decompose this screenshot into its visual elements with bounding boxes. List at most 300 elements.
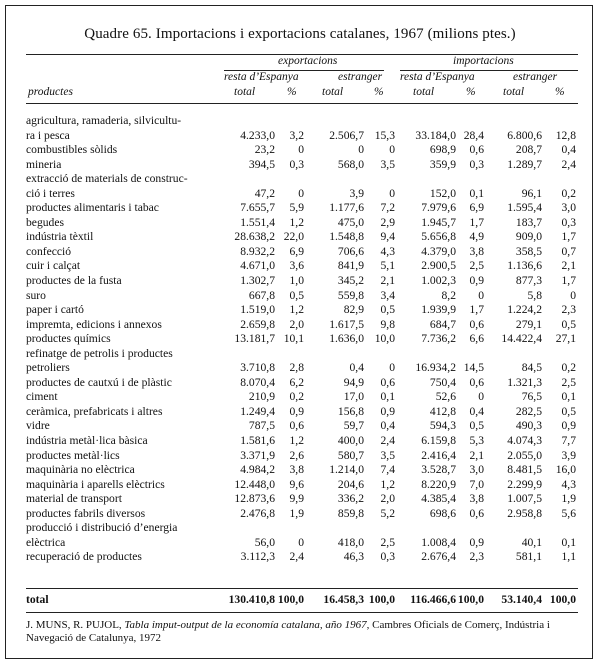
- table-row: [26, 492, 578, 507]
- row-label: ra i pesca: [26, 128, 70, 142]
- header-total-2: total: [322, 86, 344, 98]
- header-pct-4: %: [555, 86, 565, 98]
- table-row: [26, 507, 578, 522]
- table-title: Quadre 65. Importacions i exportacions catalanes, 1967 (milions ptes.): [84, 26, 516, 42]
- table-cell: 27,1: [555, 332, 576, 346]
- table-cell: 0,4: [561, 143, 576, 157]
- table-row: [26, 143, 578, 158]
- table-row: [26, 201, 578, 216]
- table-cell: 0,9: [469, 274, 484, 288]
- table-cell: 4.984,2: [240, 463, 275, 477]
- header-import-resta: resta d’Espanya: [400, 71, 475, 83]
- table-cell: 345,2: [337, 274, 364, 288]
- source-rest: Cambres Oficials de Comerç, Indústria i Navegació de Catalunya, 1972: [26, 619, 550, 644]
- table-cell: 7,0: [469, 477, 484, 491]
- table-cell: 698,6: [429, 506, 456, 520]
- table-cell: 279,1: [515, 317, 542, 331]
- table-cell: 3,9: [349, 186, 364, 200]
- table-cell: 1,1: [561, 550, 576, 564]
- table-cell: 10,1: [283, 332, 304, 346]
- table-row: [26, 434, 578, 449]
- table-cell: 1.002,3: [421, 274, 456, 288]
- row-label: combustibles sòlids: [26, 143, 118, 157]
- table-cell: 0: [389, 143, 395, 157]
- table-cell: 15,3: [374, 128, 395, 142]
- row-label: recuperació de productes: [26, 550, 142, 564]
- table-cell: 0,5: [561, 317, 576, 331]
- table-cell: 94,9: [343, 375, 364, 389]
- table-cell: 282,5: [515, 404, 542, 418]
- table-cell: 0,9: [561, 419, 576, 433]
- header-pct-3: %: [466, 86, 476, 98]
- table-cell: 4.671,0: [240, 259, 275, 273]
- table-cell: 667,8: [248, 288, 275, 302]
- table-cell: 8.481,5: [507, 463, 542, 477]
- table-cell: 2,6: [289, 448, 304, 462]
- table-cell: 116.466,6: [410, 593, 456, 606]
- table-cell: 6,9: [469, 201, 484, 215]
- table-cell: 1.007,5: [507, 492, 542, 506]
- header-productes: productes: [28, 86, 73, 98]
- table-cell: 559,8: [337, 288, 364, 302]
- row-label: productes químics: [26, 332, 111, 346]
- table-cell: 0,6: [380, 375, 395, 389]
- table-cell: 76,5: [521, 390, 542, 404]
- table-cell: 0: [358, 143, 364, 157]
- table-cell: 1,2: [289, 434, 304, 448]
- table-cell: 0,3: [469, 157, 484, 171]
- table-cell: 0,5: [289, 288, 304, 302]
- source-author: J. MUNS, R. PUJOL,: [26, 619, 122, 631]
- row-label: producció i distribució d’energia: [26, 521, 178, 535]
- table-cell: 0: [478, 390, 484, 404]
- table-cell: 0,6: [289, 419, 304, 433]
- row-label: maquinària no elèctrica: [26, 463, 135, 477]
- source-note: [26, 619, 582, 645]
- table-cell: 2,5: [561, 375, 576, 389]
- table-cell: 580,7: [337, 448, 364, 462]
- table-cell: 7.655,7: [240, 201, 275, 215]
- table-cell: 1,2: [289, 215, 304, 229]
- table-cell: 33.184,0: [415, 128, 456, 142]
- table-cell: 0,1: [561, 390, 576, 404]
- header-total-1: total: [234, 86, 256, 98]
- table-cell: 0,9: [469, 535, 484, 549]
- table-cell: 1,0: [289, 274, 304, 288]
- header-export-estranger: estranger: [338, 71, 383, 83]
- table-cell: 2,0: [289, 317, 304, 331]
- table-cell: 0: [298, 186, 304, 200]
- table-cell: 3,5: [380, 157, 395, 171]
- header-total-4: total: [503, 86, 525, 98]
- table-cell: 13.181,7: [234, 332, 275, 346]
- table-cell: 9,6: [289, 477, 304, 491]
- table-cell: 4.379,0: [421, 244, 456, 258]
- table-cell: 1.519,0: [240, 303, 275, 317]
- table-cell: 6,6: [469, 332, 484, 346]
- row-label: ciment: [26, 390, 58, 404]
- table-cell: 1.214,0: [329, 463, 364, 477]
- table-cell: 412,8: [429, 404, 456, 418]
- table-cell: 568,0: [337, 157, 364, 171]
- row-label: impremta, edicions i annexos: [26, 317, 162, 331]
- table-cell: 1.302,7: [240, 274, 275, 288]
- table-cell: 1.321,3: [507, 375, 542, 389]
- table-cell: 0,4: [380, 419, 395, 433]
- table-cell: 12.873,6: [234, 492, 275, 506]
- table-cell: 2,3: [561, 303, 576, 317]
- table-cell: 5,8: [527, 288, 542, 302]
- row-label: ció i terres: [26, 186, 75, 200]
- table-cell: 8.932,2: [240, 244, 275, 258]
- table-row: [26, 303, 578, 318]
- table-cell: 7,4: [380, 463, 395, 477]
- table-cell: 4,3: [561, 477, 576, 491]
- table-cell: 706,6: [337, 244, 364, 258]
- table-row: [26, 347, 578, 362]
- table-cell: 4.074,3: [507, 434, 542, 448]
- table-cell: 8,2: [441, 288, 456, 302]
- table-row: [26, 419, 578, 434]
- table-cell: 2,4: [289, 550, 304, 564]
- table-cell: 16.934,2: [415, 361, 456, 375]
- table-row: [26, 158, 578, 173]
- table-cell: 2,8: [289, 361, 304, 375]
- table-cell: 53.140,4: [501, 593, 542, 606]
- table-cell: 0,6: [469, 506, 484, 520]
- table-cell: 0,2: [561, 361, 576, 375]
- table-cell: 1.177,6: [329, 201, 364, 215]
- table-cell: 210,9: [248, 390, 275, 404]
- table-cell: 1,9: [289, 506, 304, 520]
- table-cell: 2,1: [561, 259, 576, 273]
- table-cell: 1,7: [469, 303, 484, 317]
- table-cell: 2.676,4: [421, 550, 456, 564]
- table-cell: 3,0: [469, 463, 484, 477]
- table-cell: 0,4: [469, 404, 484, 418]
- table-cell: 100,0: [277, 593, 304, 606]
- table-cell: 16,0: [555, 463, 576, 477]
- table-cell: 2,9: [380, 215, 395, 229]
- table-cell: 8.070,4: [240, 375, 275, 389]
- table-row: [26, 230, 578, 245]
- table-cell: 0,2: [561, 186, 576, 200]
- table-cell: 1.595,4: [507, 201, 542, 215]
- table-cell: 2,1: [469, 448, 484, 462]
- table-cell: 1,7: [561, 274, 576, 288]
- row-label: productes de la fusta: [26, 274, 122, 288]
- table-cell: 9,9: [289, 492, 304, 506]
- table-cell: 0: [389, 361, 395, 375]
- table-cell: 7.979,6: [421, 201, 456, 215]
- table-cell: 0: [570, 288, 576, 302]
- table-cell: 5,9: [289, 201, 304, 215]
- table-cell: 0,5: [469, 419, 484, 433]
- table-cell: 0,3: [380, 550, 395, 564]
- table-cell: 1,2: [380, 477, 395, 491]
- table-cell: 1.289,7: [507, 157, 542, 171]
- table-cell: 1.224,2: [507, 303, 542, 317]
- table-row: [26, 259, 578, 274]
- table-cell: 1,7: [469, 215, 484, 229]
- table-row: [26, 216, 578, 231]
- table-row: [26, 332, 578, 347]
- table-cell: 3.710,8: [240, 361, 275, 375]
- row-label: suro: [26, 288, 46, 302]
- source-work: Tabla imput-output de la economía catalana, año 1967,: [124, 619, 370, 631]
- table-cell: 40,1: [521, 535, 542, 549]
- table-cell: 82,9: [343, 303, 364, 317]
- table-cell: 4,3: [380, 244, 395, 258]
- row-label: begudes: [26, 215, 64, 229]
- table-cell: 909,0: [515, 230, 542, 244]
- row-label: cuir i calçat: [26, 259, 81, 273]
- table-cell: 3,8: [469, 492, 484, 506]
- table-cell: 0: [478, 288, 484, 302]
- table-cell: 59,7: [343, 419, 364, 433]
- table-cell: 3,4: [380, 288, 395, 302]
- table-cell: 3,8: [289, 463, 304, 477]
- table-row: [26, 521, 578, 536]
- table-cell: 6,2: [289, 375, 304, 389]
- header-total-3: total: [413, 86, 435, 98]
- table-cell: 5,1: [380, 259, 395, 273]
- table-cell: 204,6: [337, 477, 364, 491]
- row-label: elèctrica: [26, 535, 66, 549]
- table-row: [26, 536, 578, 551]
- row-label: refinatge de petrolis i productes: [26, 346, 173, 360]
- table-cell: 2,5: [380, 535, 395, 549]
- table-cell: 1.617,5: [329, 317, 364, 331]
- table-cell: 0,9: [380, 404, 395, 418]
- table-cell: 0,4: [349, 361, 364, 375]
- table-row: [26, 449, 578, 464]
- row-label: material de transport: [26, 492, 122, 506]
- table-row: [26, 245, 578, 260]
- table-row: [26, 376, 578, 391]
- table-cell: 183,7: [515, 215, 542, 229]
- table-cell: 418,0: [337, 535, 364, 549]
- table-cell: 0,1: [469, 186, 484, 200]
- table-cell: 9,4: [380, 230, 395, 244]
- table-cell: 1.636,0: [329, 332, 364, 346]
- total-label: total: [26, 593, 49, 606]
- table-cell: 0,9: [289, 404, 304, 418]
- table-cell: 684,7: [429, 317, 456, 331]
- header-pct-1: %: [287, 86, 297, 98]
- table-cell: 0: [298, 143, 304, 157]
- table-cell: 52,6: [435, 390, 456, 404]
- table-cell: 2,3: [469, 550, 484, 564]
- table-cell: 8.220,9: [421, 477, 456, 491]
- table-cell: 1.581,6: [240, 434, 275, 448]
- table-cell: 96,1: [521, 186, 542, 200]
- table-cell: 594,3: [429, 419, 456, 433]
- table-row: [26, 405, 578, 420]
- table-cell: 0,1: [561, 535, 576, 549]
- header-rule: [26, 103, 578, 104]
- table-row: [26, 289, 578, 304]
- table-cell: 3.112,3: [240, 550, 275, 564]
- header-import-estranger: estranger: [513, 71, 558, 83]
- table-cell: 22,0: [283, 230, 304, 244]
- table-cell: 0,1: [380, 390, 395, 404]
- table-cell: 2.299,9: [507, 477, 542, 491]
- table-cell: 0,7: [561, 244, 576, 258]
- table-cell: 16.458,3: [323, 593, 364, 606]
- table-row: [26, 550, 578, 565]
- table-cell: 100,0: [549, 593, 576, 606]
- row-label: mineria: [26, 157, 62, 171]
- table-cell: 17,0: [343, 390, 364, 404]
- table-cell: 0,5: [561, 404, 576, 418]
- table-row: [26, 274, 578, 289]
- table-cell: 359,9: [429, 157, 456, 171]
- table-cell: 2,1: [380, 274, 395, 288]
- table-cell: 5,2: [380, 506, 395, 520]
- table-cell: 698,9: [429, 143, 456, 157]
- table-row: [26, 129, 578, 144]
- table-cell: 3,8: [469, 244, 484, 258]
- table-cell: 787,5: [248, 419, 275, 433]
- row-label: indústria metàl·lica bàsica: [26, 434, 148, 448]
- table-cell: 0,5: [380, 303, 395, 317]
- row-label: ceràmica, prefabricats i altres: [26, 404, 163, 418]
- table-cell: 28.638,2: [234, 230, 275, 244]
- table-cell: 490,3: [515, 419, 542, 433]
- table-cell: 100,0: [368, 593, 395, 606]
- table-cell: 208,7: [515, 143, 542, 157]
- table-cell: 2.958,8: [507, 506, 542, 520]
- row-label: productes fabrils diversos: [26, 506, 146, 520]
- row-label: agricultura, ramaderia, silvicultu-: [26, 114, 182, 127]
- table-cell: 47,2: [254, 186, 275, 200]
- header-exportacions: exportacions: [278, 55, 338, 67]
- table-row: [26, 361, 578, 376]
- table-cell: 4.233,0: [240, 128, 275, 142]
- table-cell: 1.551,4: [240, 215, 275, 229]
- table-cell: 0,3: [561, 215, 576, 229]
- table-cell: 6.800,6: [507, 128, 542, 142]
- table-cell: 2.900,5: [421, 259, 456, 273]
- table-cell: 2.659,8: [240, 317, 275, 331]
- table-cell: 3,0: [561, 201, 576, 215]
- table-cell: 2.055,0: [507, 448, 542, 462]
- table-cell: 400,0: [337, 434, 364, 448]
- table-cell: 0,3: [289, 157, 304, 171]
- table-cell: 2.416,4: [421, 448, 456, 462]
- table-cell: 14.422,4: [501, 332, 542, 346]
- total-top-rule: [26, 588, 578, 589]
- table-cell: 7.736,2: [421, 332, 456, 346]
- table-row: [26, 114, 578, 129]
- table-cell: 56,0: [254, 535, 275, 549]
- table-cell: 859,8: [337, 506, 364, 520]
- table-cell: 46,3: [343, 550, 364, 564]
- table-body: [26, 110, 578, 565]
- table-cell: 1,2: [289, 303, 304, 317]
- table-cell: 152,0: [429, 186, 456, 200]
- table-cell: 3,9: [561, 448, 576, 462]
- table-row: [26, 172, 578, 187]
- table-cell: 10,0: [374, 332, 395, 346]
- row-label: paper i cartó: [26, 303, 84, 317]
- table-cell: 7,7: [561, 434, 576, 448]
- total-row: [26, 592, 578, 608]
- table-cell: 23,2: [254, 143, 275, 157]
- table-cell: 1,7: [561, 230, 576, 244]
- table-cell: 3.371,9: [240, 448, 275, 462]
- table-cell: 2,4: [561, 157, 576, 171]
- table-cell: 1.945,7: [421, 215, 456, 229]
- table-cell: 156,8: [337, 404, 364, 418]
- table-cell: 100,0: [457, 593, 484, 606]
- table-cell: 2,4: [380, 434, 395, 448]
- table-row: [26, 318, 578, 333]
- table-cell: 3,6: [289, 259, 304, 273]
- table-cell: 4,9: [469, 230, 484, 244]
- row-label: confecció: [26, 244, 72, 258]
- table-cell: 2.506,7: [329, 128, 364, 142]
- table-cell: 1.548,8: [329, 230, 364, 244]
- table-cell: 336,2: [337, 492, 364, 506]
- row-label: petroliers: [26, 361, 70, 375]
- header-export-resta: resta d’Espanya: [224, 71, 299, 83]
- table-cell: 5,3: [469, 434, 484, 448]
- table-cell: 1.249,4: [240, 404, 275, 418]
- table-cell: 581,1: [515, 550, 542, 564]
- table-cell: 4.385,4: [421, 492, 456, 506]
- table-cell: 28,4: [463, 128, 484, 142]
- table-cell: 750,4: [429, 375, 456, 389]
- table-cell: 1.008,4: [421, 535, 456, 549]
- table-cell: 0: [389, 186, 395, 200]
- table-cell: 5,6: [561, 506, 576, 520]
- total-bottom-rule: [26, 612, 578, 613]
- table-cell: 6.159,8: [421, 434, 456, 448]
- row-label: indústria tèxtil: [26, 230, 94, 244]
- table-cell: 6,9: [289, 244, 304, 258]
- table-cell: 841,9: [337, 259, 364, 273]
- row-label: productes alimentaris i tabac: [26, 201, 159, 215]
- table-cell: 9,8: [380, 317, 395, 331]
- table-cell: 358,5: [515, 244, 542, 258]
- table-cell: 84,5: [521, 361, 542, 375]
- table-cell: 3.528,7: [421, 463, 456, 477]
- table-cell: 0,6: [469, 143, 484, 157]
- table-cell: 12,8: [555, 128, 576, 142]
- table-cell: 12.448,0: [234, 477, 275, 491]
- table-cell: 7,2: [380, 201, 395, 215]
- table-cell: 2,5: [469, 259, 484, 273]
- header-importacions: importacions: [453, 55, 514, 67]
- table-cell: 1,9: [561, 492, 576, 506]
- table-cell: 2,0: [380, 492, 395, 506]
- table-cell: 0,2: [289, 390, 304, 404]
- table-cell: 877,3: [515, 274, 542, 288]
- table-row: [26, 463, 578, 478]
- row-label: productes metàl·lics: [26, 448, 120, 462]
- table-cell: 0,6: [469, 317, 484, 331]
- table-cell: 1.939,9: [421, 303, 456, 317]
- row-label: extracció de materials de construc-: [26, 172, 188, 186]
- table-cell: 130.410,8: [228, 593, 275, 606]
- table-cell: 0,6: [469, 375, 484, 389]
- table-row: [26, 187, 578, 202]
- header-pct-2: %: [374, 86, 384, 98]
- row-label: productes de cautxú i de plàstic: [26, 375, 172, 389]
- table-cell: 14,5: [463, 361, 484, 375]
